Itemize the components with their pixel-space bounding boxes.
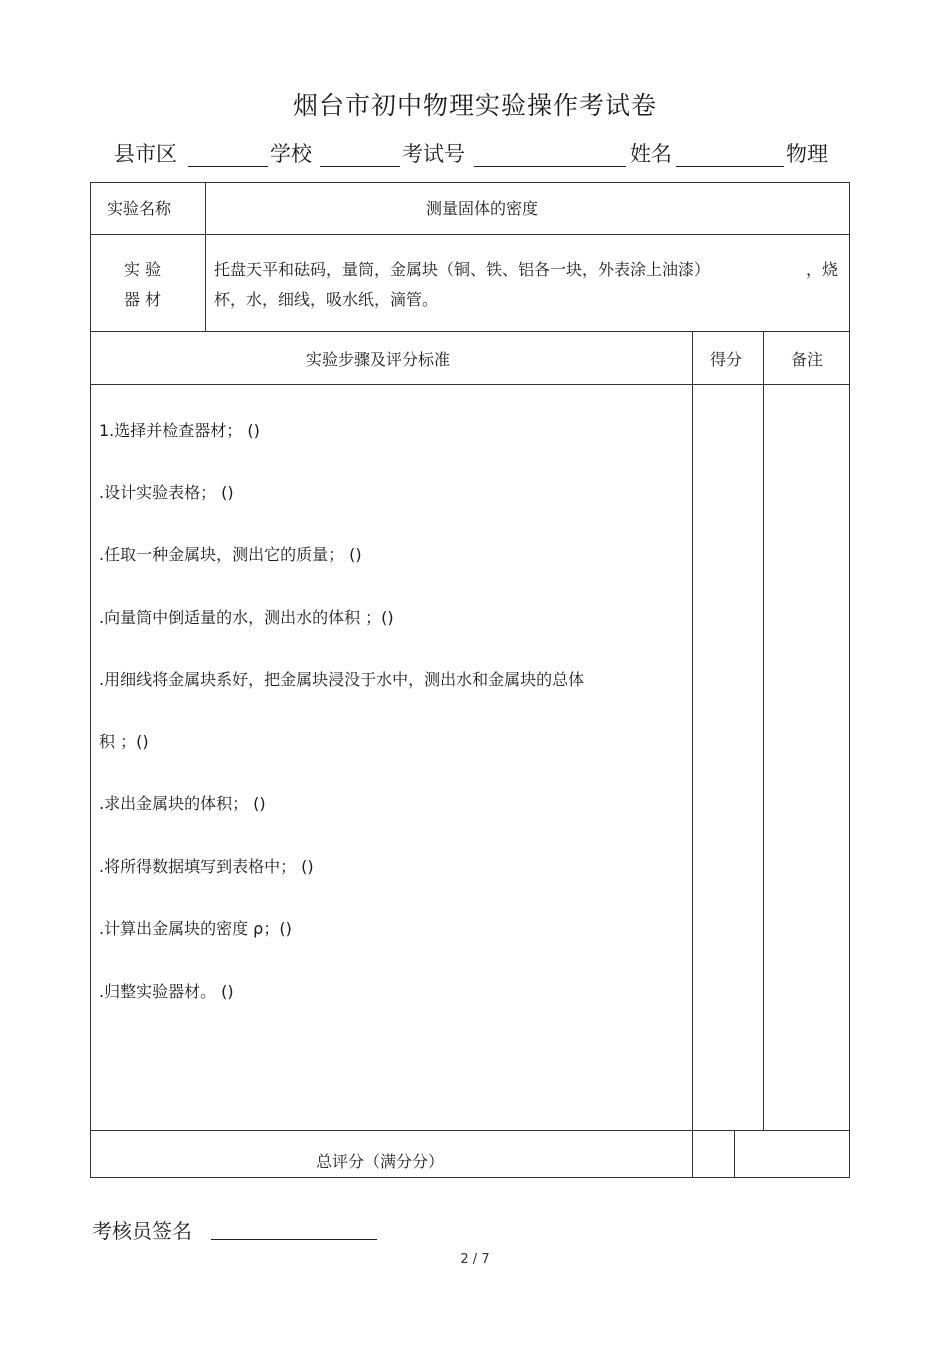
page-title: 烟台市初中物理实验操作考试卷 — [292, 91, 657, 120]
step-item: 积 ；() — [99, 732, 149, 751]
name-blank[interactable] — [676, 166, 784, 167]
county-label: 县市区 — [114, 142, 177, 166]
step-item: .设计实验表格； () — [99, 483, 234, 502]
step-item: .向量筒中倒适量的水，测出水的体积 ；() — [99, 608, 394, 627]
equipment-text: 杯，水，细线，吸水纸，滴管。 — [214, 290, 439, 309]
table-divider — [90, 331, 850, 332]
school-label: 学校 — [270, 142, 312, 166]
equipment-label: 实 验 — [124, 260, 162, 279]
steps-header: 实验步骤及评分标准 — [306, 350, 451, 369]
table-border-top — [90, 182, 850, 183]
exam-number-blank[interactable] — [474, 166, 626, 167]
table-border-left — [90, 182, 91, 1177]
experiment-name-value: 测量固体的密度 — [426, 199, 539, 218]
exam-number-label: 考试号 — [402, 142, 465, 166]
equipment-label: 器 材 — [124, 290, 162, 309]
equipment-text: ，烧 — [806, 260, 839, 279]
total-divider — [734, 1130, 735, 1177]
step-item: 1.选择并检查器材； () — [99, 421, 260, 440]
examiner-signature-label: 考核员签名 — [92, 1219, 192, 1243]
label-column-divider — [205, 182, 206, 331]
subject-label: 物理 — [786, 142, 828, 166]
school-blank[interactable] — [320, 166, 400, 167]
remarks-column-divider — [763, 331, 764, 1130]
county-blank[interactable] — [188, 166, 268, 167]
table-divider — [90, 1130, 850, 1131]
score-header: 得分 — [710, 350, 743, 369]
page-number: 2 / 7 — [460, 1252, 490, 1267]
name-label: 姓名 — [630, 142, 672, 166]
step-item: .求出金属块的体积； () — [99, 794, 266, 813]
step-item: .归整实验器材。 () — [99, 982, 234, 1001]
score-column-divider — [692, 331, 693, 1177]
table-border-right — [849, 182, 850, 1177]
remarks-header: 备注 — [791, 350, 824, 369]
step-item: .任取一种金属块，测出它的质量； () — [99, 545, 362, 564]
step-item: .将所得数据填写到表格中； () — [99, 857, 314, 876]
examiner-signature-blank[interactable] — [211, 1239, 377, 1240]
table-border-bottom — [90, 1177, 850, 1178]
experiment-name-label: 实验名称 — [107, 199, 172, 218]
step-item: .计算出金属块的密度 ρ；() — [99, 919, 292, 938]
table-divider — [90, 384, 850, 385]
table-divider — [90, 234, 850, 235]
step-item: .用细线将金属块系好，把金属块浸没于水中，测出水和金属块的总体 — [99, 670, 585, 689]
equipment-text: 托盘天平和砝码，量筒，金属块（铜、铁、铝各一块，外表涂上油漆） — [214, 260, 711, 279]
total-score-label: 总评分（满分分） — [316, 1152, 445, 1171]
